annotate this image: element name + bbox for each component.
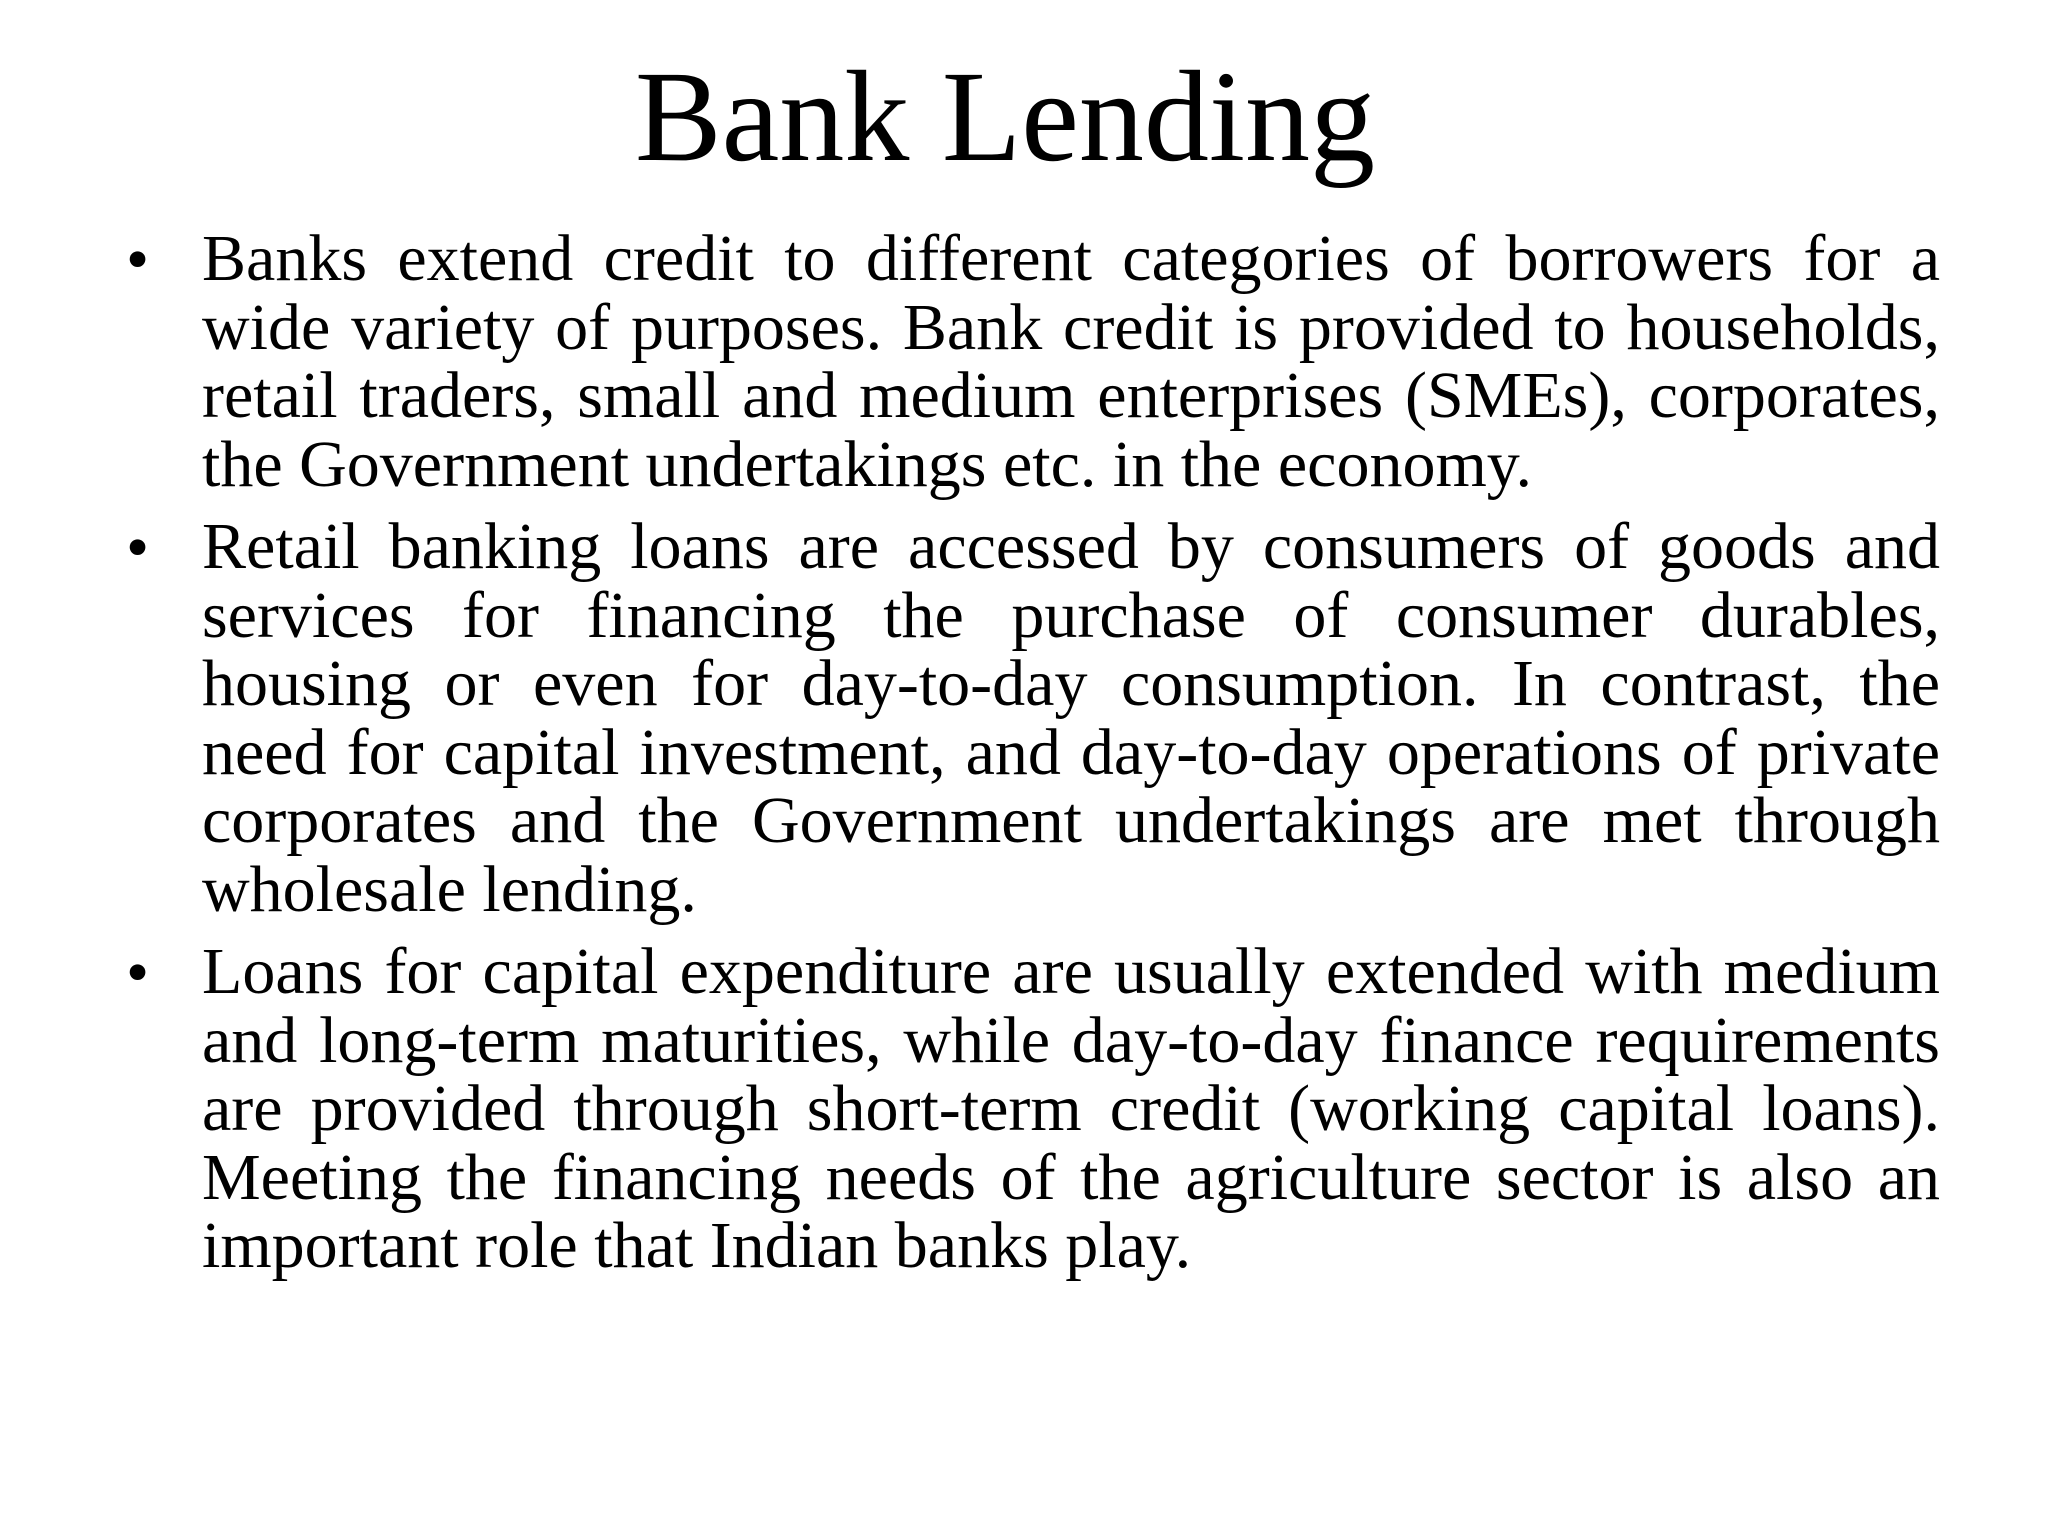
bullet-icon: • xyxy=(126,936,150,1009)
bullet-text: Retail banking loans are accessed by consumers of goods and services for financing the purchase of consumer durables, housing or even for day-to-day consumption. In contrast, the need for capital investment, and day-to-day operations of private corporates and the Government undertakings are met through wholesale lending. xyxy=(202,510,1940,926)
bullet-icon: • xyxy=(126,511,150,584)
bullet-text: Loans for capital expenditure are usually extended with medium and long-term maturities, while day-to-day finance requirements are provided through short-term credit (working capital loans). Meeting the financing needs of the agriculture sector is also an important role that Indian banks play. xyxy=(202,935,1940,1282)
bullet-icon: • xyxy=(126,223,150,296)
bullet-item-credit-categories xyxy=(120,222,1940,501)
bullet-text: Banks extend credit to different categories of borrowers for a wide variety of purposes. Bank credit is provided to households, retail traders, small and medium enterprises (SMEs), corporates, the Government undertakings etc. in the economy. xyxy=(202,222,1940,501)
bullet-item-retail-wholesale xyxy=(120,510,1940,926)
bullet-list xyxy=(120,222,1940,1295)
bullet-item-capital-expenditure xyxy=(120,935,1940,1282)
slide-title: Bank Lending xyxy=(634,45,1376,189)
